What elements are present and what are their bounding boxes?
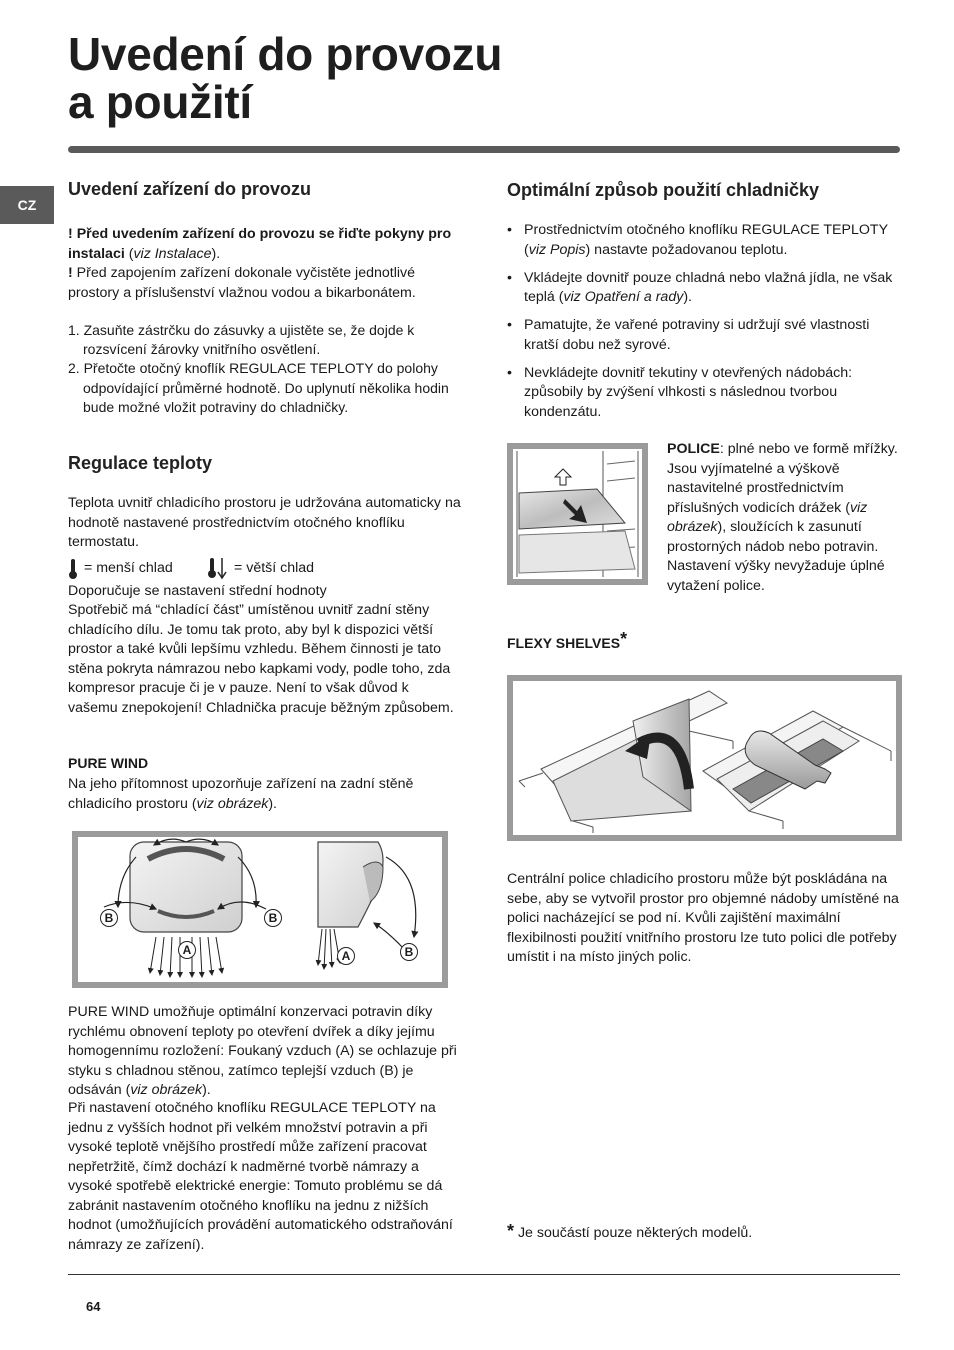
ref-figure: viz obrázek bbox=[667, 499, 868, 535]
temperature-recommendation: Doporučuje se nastavení střední hodnoty bbox=[68, 583, 327, 599]
footer-divider bbox=[68, 1274, 900, 1275]
label-a-front: A bbox=[178, 941, 196, 959]
police-body: : plné nebo ve formě mřížky. Jsou vyjímatelné a výškově nastavitelné prostřednictvím příslušných vodicích drážek ( bbox=[667, 441, 898, 516]
pure-wind-diagram bbox=[78, 837, 442, 982]
shelf-diagram bbox=[513, 449, 642, 579]
police-text bbox=[667, 440, 901, 596]
thermostat-legend bbox=[68, 557, 463, 581]
ref-paren: ). bbox=[268, 795, 277, 812]
ref-precautions: viz Opatření a rady bbox=[563, 289, 684, 305]
label-b-side: B bbox=[400, 943, 418, 961]
police-label: POLICE bbox=[667, 441, 720, 457]
flexy-star: * bbox=[620, 629, 628, 649]
pure-wind-body-text: PURE WIND umožňuje optimální konzervaci potravin díky rychlému obnovení teploty po otevření dvířek a díky jejímu homogennímu rozložení: Foukaný vzduch (A) se ochlazuje při styku s chladnou stěnou, zatímco teplejší vzduch (B) je odsáván ( bbox=[68, 1004, 457, 1098]
thermometer-high-icon bbox=[207, 557, 229, 581]
ref-paren: ). bbox=[202, 1082, 211, 1098]
flexy-body: Centrální police chladicího prostoru může být poskládána na sebe, aby se vytvořil prostor pro objemné nádoby umístěné na polici nacházející se pod ní. Kvůli zajištění maximální flexibilnosti použití vnitřního prostoru lze tuto polici dle potřeby umístit i na místo jiných polic. bbox=[507, 871, 899, 965]
ref-description: viz Popis bbox=[528, 241, 586, 258]
thermometer-low-icon bbox=[68, 558, 78, 580]
warning-mark: ! bbox=[68, 265, 73, 281]
startup-step: 2. Přetočte otočný knoflík REGULACE TEPLOTY do polohy odpovídající průměrné hodnotě. Do uplynutí několika hodin bude možné vložit potraviny do chladničky. bbox=[68, 360, 449, 415]
tip-text: Vkládejte dovnitř pouze chladná nebo vlažná jídla, ne však teplá ( bbox=[524, 269, 893, 305]
startup-step: 1. Zasuňte zástrčku do zásuvky a ujistěte se, že dojde k rozsvícení žárovky vnitřního osvětlení. bbox=[68, 322, 415, 358]
legend-more-cold: = větší chlad bbox=[234, 560, 315, 576]
pure-wind-body bbox=[68, 1003, 462, 1101]
police-body: ), sloužících k zasunutí prostorných nádob nebo potravin. Nastavení výšky nevyžaduje úplné vytažení police. bbox=[667, 519, 885, 594]
pure-wind-heading: PURE WIND bbox=[68, 755, 149, 771]
footnote-text: Je součástí pouze některých modelů. bbox=[514, 1225, 753, 1241]
page-title-line2: a použití bbox=[68, 76, 252, 128]
page-number: 64 bbox=[86, 1299, 101, 1314]
footnote bbox=[507, 1222, 902, 1244]
page-title bbox=[68, 30, 502, 126]
flexy-diagram bbox=[513, 681, 896, 835]
temperature-intro: Teplota uvnitř chladicího prostoru je udržována automaticky na hodnotě nastavené prostřednictvím otočného knoflíku termostatu. bbox=[68, 495, 461, 550]
startup-steps bbox=[68, 321, 463, 417]
warning-mark: ! bbox=[68, 226, 73, 242]
title-divider bbox=[68, 146, 900, 153]
flexy-figure bbox=[507, 675, 902, 841]
page-title-line1: Uvedení do provozu bbox=[68, 28, 503, 80]
pure-wind-figure bbox=[72, 831, 448, 988]
usage-tips bbox=[507, 221, 900, 431]
legend-less-cold: = menší chlad bbox=[84, 560, 173, 576]
language-tab: CZ bbox=[0, 186, 54, 224]
flexy-heading-text: FLEXY SHELVES bbox=[507, 635, 621, 651]
footnote-star: * bbox=[507, 1221, 515, 1241]
shelf-figure bbox=[507, 443, 648, 585]
label-b-right: B bbox=[264, 909, 282, 927]
usage-tip bbox=[507, 269, 900, 308]
pure-wind-intro bbox=[68, 775, 458, 814]
flexy-heading bbox=[507, 629, 902, 653]
pure-wind-body-2: Při nastavení otočného knoflíku REGULACE TEPLOTY na jednu z vyšších hodnot při velkém množství potravin a při vysoké teplotě vnějšího prostředí může zařízení pracovat nepřetržitě, čímž dochází k nadměrné tvorbě námrazy a vysoké spotřebě elektrické energie: Tomuto problému se dá zabránit nastavením otočného knoflíku na jednu z nižších hodnot (umožňujících provádění automatického odstraňování námrazy ze zařízení). bbox=[68, 1100, 453, 1253]
warning-installation bbox=[68, 225, 463, 264]
ref-paren: ( bbox=[124, 245, 134, 262]
tip-text: Prostřednictvím otočného knoflíku REGULACE TEPLOTY ( bbox=[524, 222, 888, 258]
usage-tip: • Nevkládejte dovnitř tekutiny v otevřených nádobách: způsobily by zvýšení vlhkosti s následnou tvorbou kondenzátu. bbox=[507, 364, 900, 423]
usage-tip: • Pamatujte, že vařené potraviny si udržují své vlastnosti kratší dobu než syrové. bbox=[507, 316, 900, 355]
warning-cleaning-text: Před zapojením zařízení dokonale vyčistěte jednotlivé prostory a příslušenství vlažnou vodou a bikarbonátem. bbox=[68, 265, 416, 301]
temperature-body: Spotřebič má “chladící část” umístěnou uvnitř zadní stěny chladícího dílu. Je tomu tak proto, aby byl k dispozici větší prostor a také kvůli lepšímu vzhledu. Během činnosti je tato stěna pokryta námrazou nebo kapkami vody, podle toho, zda kompresor pracuje či je v pauze. Není to však důvod k vašemu znepokojení! Chladnička pracuje běžným způsobem. bbox=[68, 602, 454, 716]
usage-tip bbox=[507, 221, 900, 260]
section-heading-optimal-use: Optimální způsob použití chladničky bbox=[507, 180, 820, 200]
ref-figure: viz obrázek bbox=[196, 795, 269, 812]
ref-paren: ). bbox=[211, 245, 221, 262]
label-a-side: A bbox=[337, 947, 355, 965]
section-heading-temperature: Regulace teploty bbox=[68, 453, 213, 473]
section-heading-startup: Uvedení zařízení do provozu bbox=[68, 179, 312, 199]
ref-figure: viz obrázek bbox=[130, 1082, 203, 1098]
tip-text: ) nastavte požadovanou teplotu. bbox=[585, 241, 788, 258]
warning-cleaning bbox=[68, 264, 463, 303]
warning-installation-text: Před uvedením zařízení do provozu se řiďte pokyny pro instalaci bbox=[68, 226, 452, 262]
label-b-left: B bbox=[100, 909, 118, 927]
pure-wind-intro-text: Na jeho přítomnost upozorňuje zařízení na zadní stěně chladicího prostoru ( bbox=[68, 776, 414, 812]
tip-text: ). bbox=[683, 289, 692, 305]
ref-installation: viz Instalace bbox=[133, 245, 212, 262]
